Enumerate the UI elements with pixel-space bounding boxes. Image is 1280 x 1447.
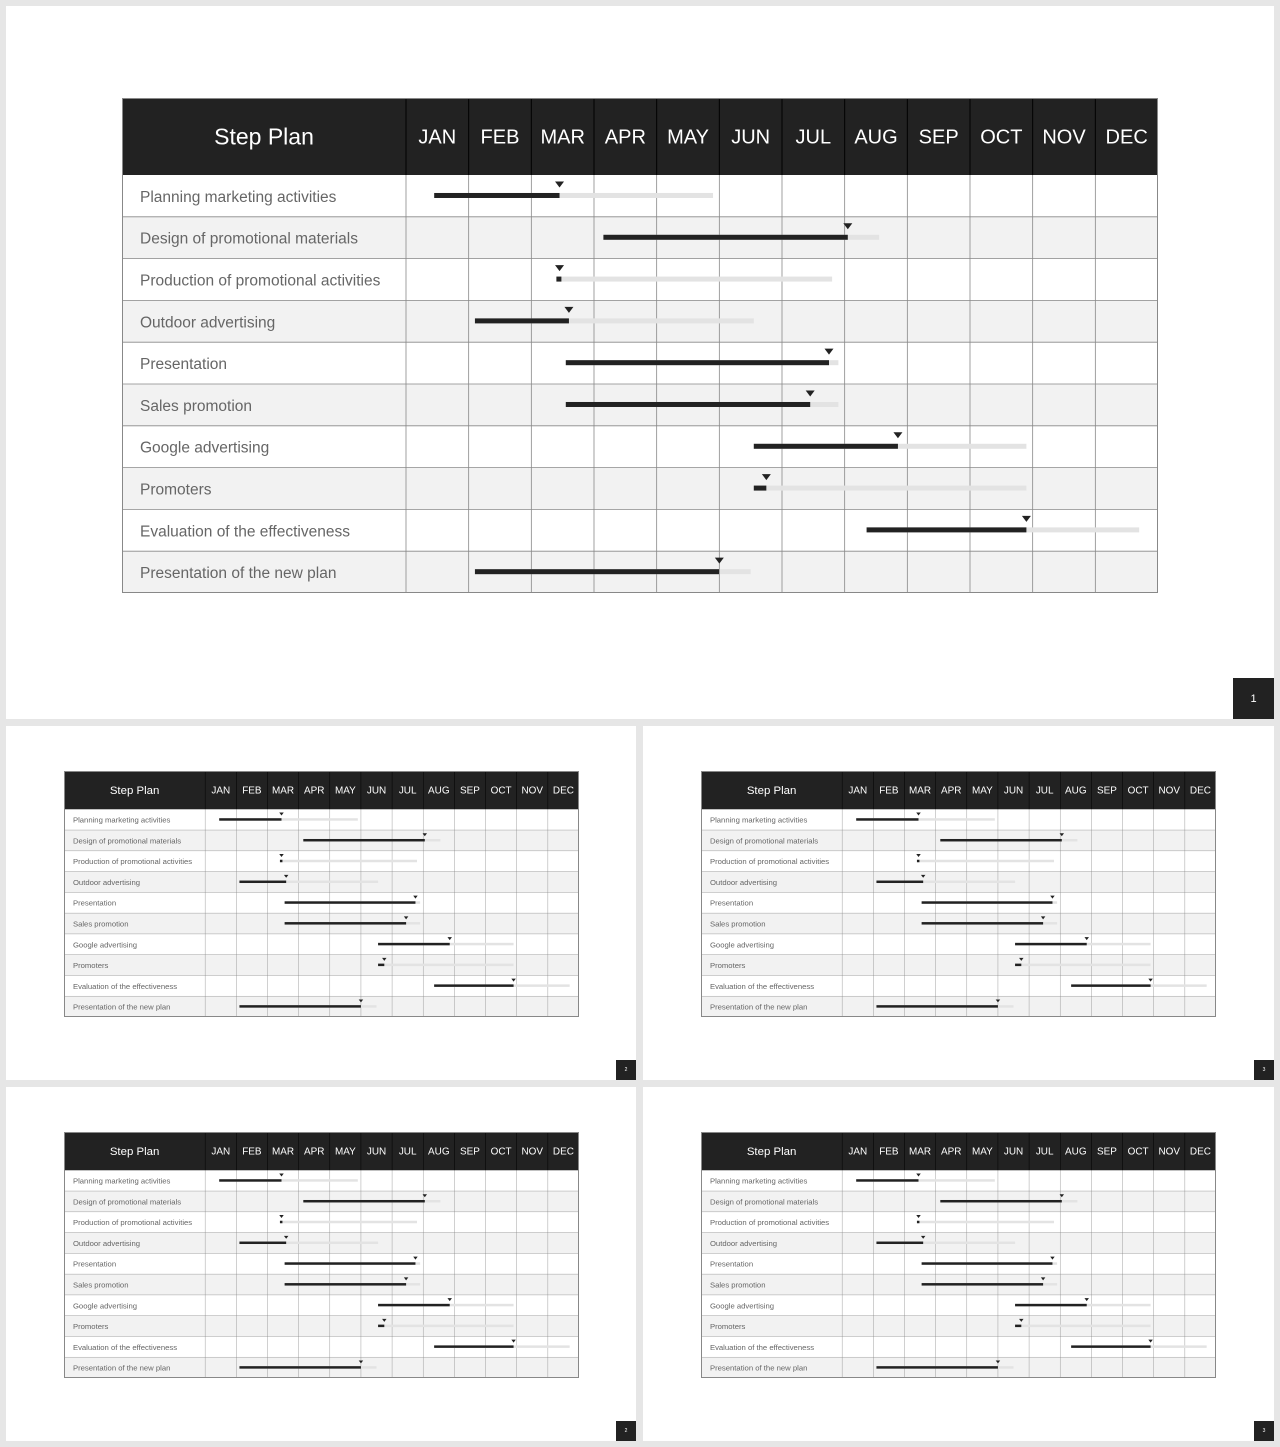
- month-label-feb: FEB: [480, 126, 520, 149]
- task-bar-progress: [239, 881, 286, 883]
- month-label-aug: AUG: [428, 785, 450, 797]
- month-label-oct: OCT: [980, 126, 1023, 149]
- month-label-jul: JUL: [1035, 785, 1054, 797]
- task-label: Design of promotional materials: [72, 1197, 182, 1207]
- task-label: Sales promotion: [72, 919, 129, 929]
- task-bar-progress: [285, 1283, 406, 1285]
- task-bar-progress: [378, 964, 384, 966]
- task-bar-progress: [754, 486, 767, 491]
- slide-thumbnail-4[interactable]: [6, 1087, 636, 1441]
- task-label: Evaluation of the effectiveness: [72, 981, 178, 991]
- task-label: Production of promotional activities: [709, 857, 830, 867]
- month-label-mar: MAR: [909, 785, 932, 797]
- task-bar-progress: [922, 1262, 1053, 1264]
- task-bar-progress: [876, 1366, 997, 1368]
- month-label-dec: DEC: [552, 785, 574, 797]
- task-bar-progress: [239, 1366, 360, 1368]
- task-bar-progress: [922, 1283, 1043, 1285]
- task-bar-remaining: [556, 277, 832, 282]
- month-label-dec: DEC: [1189, 1146, 1211, 1158]
- page-number: 3: [1254, 1421, 1274, 1441]
- task-bar-progress: [917, 1221, 919, 1223]
- month-label-jun: JUN: [731, 126, 771, 149]
- task-label: Outdoor advertising: [72, 1238, 141, 1248]
- month-label-mar: MAR: [272, 1146, 295, 1158]
- month-label-jul: JUL: [1035, 1146, 1054, 1158]
- task-label: Outdoor advertising: [709, 1238, 778, 1248]
- task-bar-progress: [239, 1005, 360, 1007]
- task-label: Evaluation of the effectiveness: [709, 981, 815, 991]
- month-label-sep: SEP: [460, 1146, 480, 1158]
- task-bar-progress: [876, 1005, 997, 1007]
- task-bar-remaining: [1015, 1325, 1151, 1327]
- month-label-jun: JUN: [1003, 785, 1024, 797]
- task-label: Planning marketing activities: [140, 188, 337, 206]
- slide-thumbnail-3[interactable]: [643, 726, 1274, 1080]
- task-label: Google advertising: [140, 439, 270, 457]
- task-bar-progress: [239, 1242, 286, 1244]
- task-bar-remaining: [280, 1221, 417, 1223]
- month-label-may: MAY: [334, 1146, 356, 1158]
- task-label: Design of promotional materials: [709, 1197, 819, 1207]
- month-label-sep: SEP: [1097, 785, 1117, 797]
- task-bar-progress: [1015, 943, 1087, 945]
- task-bar-progress: [285, 901, 416, 903]
- month-label-may: MAY: [334, 785, 356, 797]
- task-bar-progress: [219, 818, 281, 820]
- task-label: Google advertising: [709, 940, 775, 950]
- task-bar-progress: [285, 1262, 416, 1264]
- task-bar-progress: [566, 360, 829, 365]
- month-label-apr: APR: [940, 785, 962, 797]
- month-label-nov: NOV: [521, 1146, 544, 1158]
- gantt-chart: [701, 771, 1216, 1017]
- task-label: Planning marketing activities: [72, 815, 171, 825]
- task-bar-progress: [1015, 964, 1021, 966]
- task-bar-progress: [1015, 1304, 1087, 1306]
- task-bar-progress: [1015, 1325, 1021, 1327]
- task-label: Google advertising: [72, 1301, 138, 1311]
- month-label-aug: AUG: [1065, 785, 1087, 797]
- task-label: Promoters: [72, 1322, 109, 1332]
- task-bar-progress: [475, 569, 719, 574]
- month-label-apr: APR: [940, 1146, 962, 1158]
- task-label: Presentation of the new plan: [709, 1002, 808, 1012]
- gantt-chart: [122, 98, 1158, 593]
- task-bar-progress: [1071, 1345, 1150, 1347]
- slide-thumbnail-2[interactable]: [6, 726, 636, 1080]
- gantt-title: Step Plan: [109, 1146, 160, 1159]
- month-label-dec: DEC: [1189, 785, 1211, 797]
- task-bar-progress: [940, 1200, 1061, 1202]
- task-label: Outdoor advertising: [709, 877, 778, 887]
- month-label-nov: NOV: [1158, 785, 1181, 797]
- month-label-jul: JUL: [398, 1146, 417, 1158]
- gantt-chart: [701, 1132, 1216, 1378]
- month-label-may: MAY: [971, 1146, 993, 1158]
- month-label-jul: JUL: [398, 785, 417, 797]
- month-label-jun: JUN: [366, 1146, 387, 1158]
- task-label: Evaluation of the effectiveness: [709, 1342, 815, 1352]
- task-label: Google advertising: [72, 940, 138, 950]
- task-bar-progress: [856, 818, 918, 820]
- task-bar-progress: [856, 1179, 918, 1181]
- task-bar-progress: [475, 318, 569, 323]
- task-bar-progress: [867, 527, 1027, 532]
- task-bar-progress: [303, 839, 424, 841]
- task-bar-progress: [566, 402, 810, 407]
- task-label: Design of promotional materials: [709, 836, 819, 846]
- month-label-feb: FEB: [879, 785, 899, 797]
- task-label: Sales promotion: [709, 919, 766, 929]
- month-label-feb: FEB: [242, 1146, 262, 1158]
- task-bar-progress: [219, 1179, 281, 1181]
- month-label-nov: NOV: [1158, 1146, 1181, 1158]
- month-label-jun: JUN: [1003, 1146, 1024, 1158]
- month-label-jun: JUN: [366, 785, 387, 797]
- task-bar-remaining: [1015, 964, 1151, 966]
- task-bar-progress: [603, 235, 847, 240]
- task-label: Production of promotional activities: [72, 1218, 193, 1228]
- month-label-mar: MAR: [272, 785, 295, 797]
- task-label: Planning marketing activities: [709, 1176, 808, 1186]
- gantt-title: Step Plan: [109, 785, 160, 798]
- month-label-dec: DEC: [1105, 126, 1148, 149]
- task-bar-progress: [285, 922, 406, 924]
- task-label: Presentation: [709, 1259, 754, 1269]
- month-label-oct: OCT: [490, 785, 512, 797]
- task-bar-progress: [876, 1242, 923, 1244]
- task-label: Promoters: [72, 961, 109, 971]
- task-label: Presentation of the new plan: [140, 565, 337, 583]
- month-label-jan: JAN: [418, 126, 457, 149]
- gantt-title: Step Plan: [214, 123, 314, 150]
- task-label: Presentation of the new plan: [709, 1363, 808, 1373]
- gantt-chart: [64, 771, 579, 1017]
- task-bar-progress: [940, 839, 1061, 841]
- task-bar-progress: [556, 277, 561, 282]
- gantt-chart: [64, 1132, 579, 1378]
- month-label-apr: APR: [303, 785, 325, 797]
- task-label: Outdoor advertising: [72, 877, 141, 887]
- task-bar-progress: [434, 984, 513, 986]
- page-number: 2: [616, 1421, 636, 1441]
- task-bar-progress: [280, 1221, 282, 1223]
- month-label-sep: SEP: [1097, 1146, 1117, 1158]
- task-bar-progress: [378, 1304, 450, 1306]
- month-label-aug: AUG: [854, 126, 898, 149]
- task-bar-progress: [754, 444, 898, 449]
- month-label-apr: APR: [303, 1146, 325, 1158]
- month-label-nov: NOV: [1042, 126, 1086, 149]
- task-label: Evaluation of the effectiveness: [140, 523, 350, 541]
- task-label: Evaluation of the effectiveness: [72, 1342, 178, 1352]
- task-label: Promoters: [140, 481, 212, 499]
- month-label-feb: FEB: [879, 1146, 899, 1158]
- task-bar-progress: [378, 943, 450, 945]
- slide-main[interactable]: [6, 6, 1274, 719]
- month-label-oct: OCT: [1127, 1146, 1149, 1158]
- task-label: Presentation: [72, 898, 117, 908]
- month-label-may: MAY: [667, 126, 709, 149]
- task-bar-progress: [434, 1345, 513, 1347]
- task-label: Promoters: [709, 1322, 746, 1332]
- page-number: 2: [616, 1060, 636, 1080]
- task-label: Sales promotion: [72, 1280, 129, 1290]
- month-label-may: MAY: [971, 785, 993, 797]
- task-label: Google advertising: [709, 1301, 775, 1311]
- task-label: Planning marketing activities: [709, 815, 808, 825]
- task-label: Sales promotion: [709, 1280, 766, 1290]
- month-label-dec: DEC: [552, 1146, 574, 1158]
- page-number: 1: [1233, 678, 1274, 719]
- task-bar-progress: [378, 1325, 384, 1327]
- month-label-jan: JAN: [211, 785, 231, 797]
- task-bar-progress: [280, 860, 282, 862]
- month-label-aug: AUG: [1065, 1146, 1087, 1158]
- task-bar-remaining: [917, 1221, 1054, 1223]
- month-label-sep: SEP: [460, 785, 480, 797]
- month-label-nov: NOV: [521, 785, 544, 797]
- task-label: Presentation of the new plan: [72, 1002, 171, 1012]
- task-bar-remaining: [378, 1325, 514, 1327]
- month-label-feb: FEB: [242, 785, 262, 797]
- task-label: Presentation: [72, 1259, 117, 1269]
- month-label-sep: SEP: [918, 126, 959, 149]
- task-label: Design of promotional materials: [72, 836, 182, 846]
- task-bar-progress: [922, 922, 1043, 924]
- task-label: Presentation of the new plan: [72, 1363, 171, 1373]
- task-label: Sales promotion: [140, 397, 253, 415]
- month-label-mar: MAR: [540, 126, 585, 149]
- month-label-mar: MAR: [909, 1146, 932, 1158]
- task-bar-remaining: [754, 486, 1027, 491]
- task-label: Production of promotional activities: [72, 857, 193, 867]
- task-bar-progress: [917, 860, 919, 862]
- page-number: 3: [1254, 1060, 1274, 1080]
- task-label: Promoters: [709, 961, 746, 971]
- month-label-aug: AUG: [428, 1146, 450, 1158]
- task-bar-progress: [876, 881, 923, 883]
- month-label-jan: JAN: [211, 1146, 231, 1158]
- month-label-jan: JAN: [848, 785, 868, 797]
- month-label-apr: APR: [604, 126, 646, 149]
- task-label: Presentation: [709, 898, 754, 908]
- task-label: Planning marketing activities: [72, 1176, 171, 1186]
- task-label: Outdoor advertising: [140, 314, 276, 332]
- task-bar-progress: [434, 193, 559, 198]
- month-label-oct: OCT: [1127, 785, 1149, 797]
- task-bar-remaining: [280, 860, 417, 862]
- gantt-title: Step Plan: [746, 785, 797, 798]
- slide-thumbnail-5[interactable]: [643, 1087, 1274, 1441]
- task-label: Design of promotional materials: [140, 230, 358, 248]
- task-bar-remaining: [917, 860, 1054, 862]
- month-label-oct: OCT: [490, 1146, 512, 1158]
- task-label: Production of promotional activities: [140, 272, 381, 290]
- task-bar-progress: [1071, 984, 1150, 986]
- month-label-jan: JAN: [848, 1146, 868, 1158]
- task-bar-progress: [303, 1200, 424, 1202]
- month-label-jul: JUL: [795, 126, 832, 149]
- task-bar-remaining: [378, 964, 514, 966]
- task-bar-progress: [922, 901, 1053, 903]
- task-label: Production of promotional activities: [709, 1218, 830, 1228]
- task-label: Presentation: [140, 356, 228, 374]
- gantt-title: Step Plan: [746, 1146, 797, 1159]
